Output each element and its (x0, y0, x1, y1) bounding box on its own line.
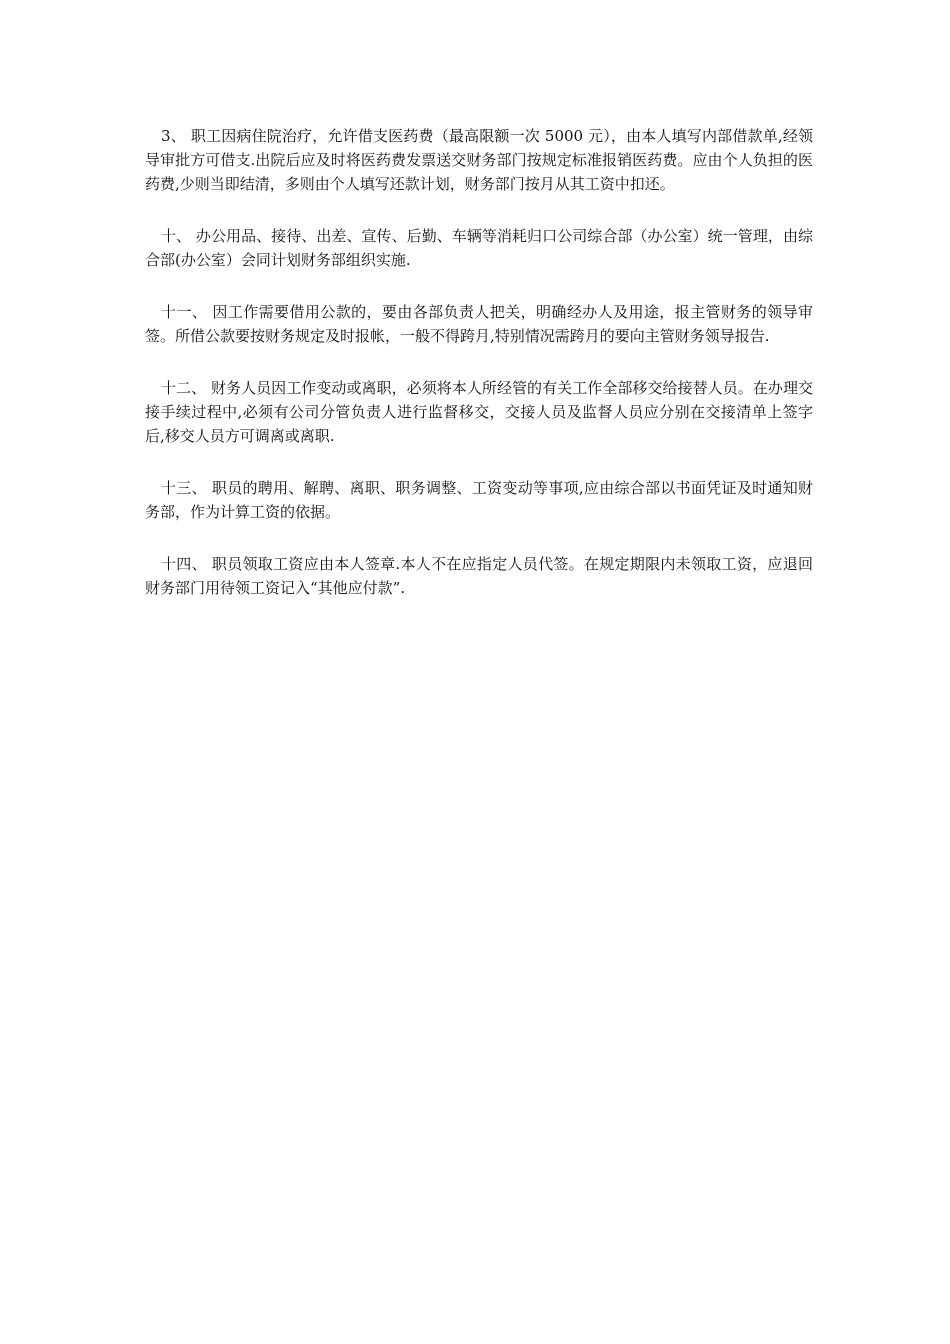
paragraph-staff-changes: 十三、 职员的聘用、解聘、离职、职务调整、工资变动等事项,应由综合部以书面凭证及时通知财务部，作为计算工资的依据。 (145, 479, 813, 521)
paragraph-public-funds-borrowing: 十一、 因工作需要借用公款的，要由各部负责人把关，明确经办人及用途，报主管财务的领导审签。所借公款要按财务规定及时报帐，一般不得跨月,特别情况需跨月的要向主管财务领导报告. (145, 303, 813, 345)
document-page (145, 124, 813, 628)
paragraph-medical-advance: 3、 职工因病住院治疗，允许借支医药费（最高限额一次 5000 元），由本人填写内部借款单,经领导审批方可借支.出院后应及时将医药费发票送交财务部门按规定标准报销医药费。应由个人负担的医药费,少则当即结清，多则由个人填写还款计划，财务部门按月从其工资中扣还。 (145, 127, 813, 193)
paragraph-salary-collection: 十四、 职员领取工资应由本人签章.本人不在应指定人员代签。在规定期限内未领取工资，应退回财务部门用待领工资记入“其他应付款”. (145, 555, 813, 597)
paragraph-finance-staff-handover: 十二、 财务人员因工作变动或离职，必须将本人所经管的有关工作全部移交给接替人员。在办理交接手续过程中,必须有公司分管负责人进行监督移交，交接人员及监督人员应分别在交接清单上签字后,移交人员方可调离或离职. (145, 379, 813, 445)
paragraph-office-supplies: 十、 办公用品、接待、出差、宣传、后勤、车辆等消耗归口公司综合部（办公室）统一管理，由综合部(办公室）会同计划财务部组织实施. (145, 227, 813, 269)
